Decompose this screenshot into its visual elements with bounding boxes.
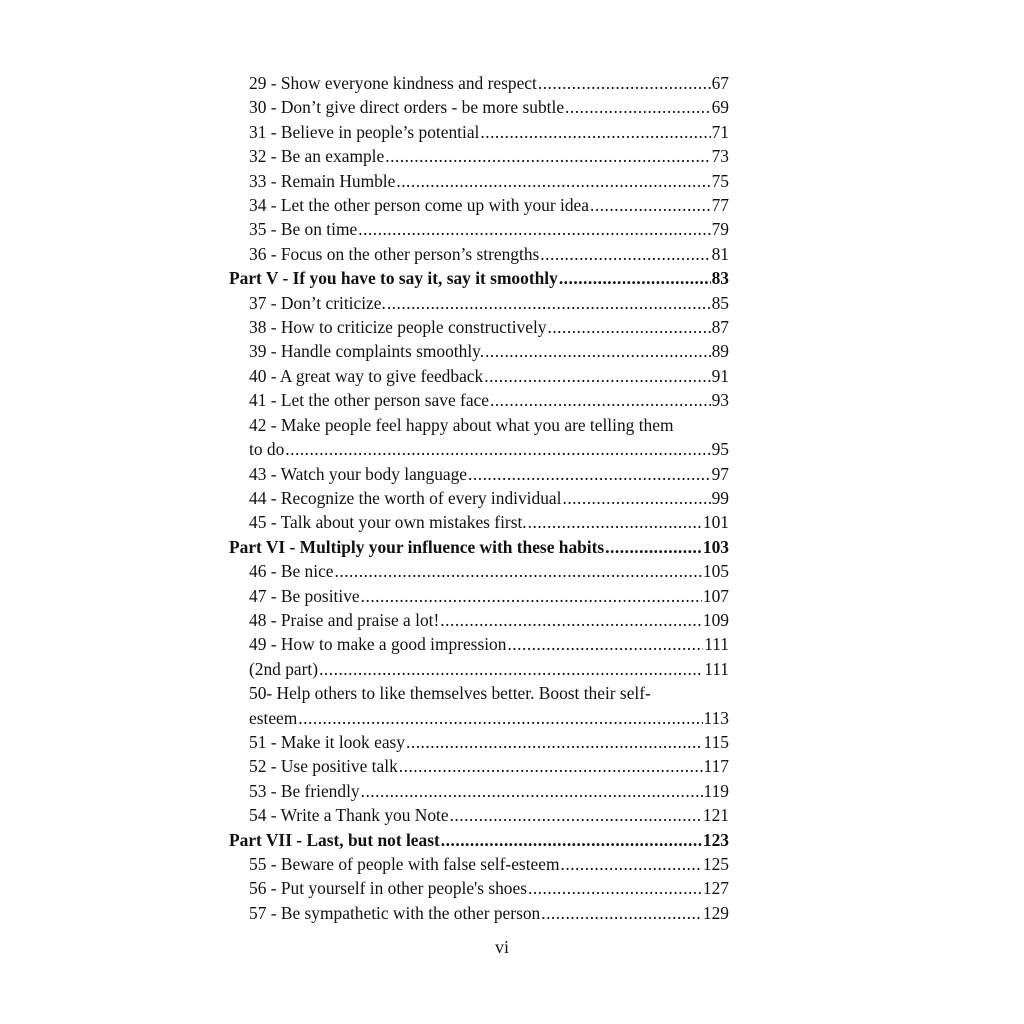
toc-page-number: 93 xyxy=(711,390,729,411)
toc-entry-title: 36 - Focus on the other person’s strengths xyxy=(249,243,540,264)
toc-entry-title: (2nd part) xyxy=(249,658,319,679)
toc-dot-leader xyxy=(450,803,702,827)
toc-entry-title: 29 - Show everyone kindness and respect xyxy=(249,73,537,93)
toc-entry xyxy=(229,852,729,876)
toc-dot-leader xyxy=(538,71,711,95)
toc-page-number: 103 xyxy=(702,536,729,557)
toc-page-number: 117 xyxy=(703,756,729,777)
page-number: vi xyxy=(494,937,509,957)
toc-part-heading xyxy=(229,828,729,852)
toc-part-heading xyxy=(229,535,729,559)
toc-entry-title: esteem xyxy=(249,707,298,728)
toc-page-number: 97 xyxy=(711,463,729,484)
toc-entry xyxy=(229,657,729,681)
toc-dot-leader xyxy=(319,657,703,681)
toc-dot-leader xyxy=(528,510,702,534)
toc-entry xyxy=(229,876,729,900)
toc-page-number: 109 xyxy=(702,609,729,630)
toc-entry xyxy=(229,217,729,241)
toc-entry-title: 49 - How to make a good impression xyxy=(249,634,507,655)
toc-entry-title: to do xyxy=(249,439,285,460)
toc-dot-leader xyxy=(468,462,711,486)
toc-entry-title: 53 - Be friendly xyxy=(249,780,360,801)
toc-entry-title: 42 - Make people feel happy about what you are telling them xyxy=(249,414,674,435)
toc-page-number: 75 xyxy=(711,170,729,191)
toc-page-number: 79 xyxy=(711,219,729,240)
toc-entry-title: 35 - Be on time xyxy=(249,219,358,240)
toc-page-number: 71 xyxy=(711,121,729,142)
toc-entry-title: 45 - Talk about your own mistakes first. xyxy=(249,512,527,533)
toc-dot-leader xyxy=(484,364,710,388)
toc-entry xyxy=(229,779,729,803)
toc-entry xyxy=(229,120,729,144)
toc-page-number: 121 xyxy=(702,805,729,826)
toc-dot-leader xyxy=(358,217,710,241)
toc-entry xyxy=(229,364,729,388)
toc-page-number: 129 xyxy=(702,902,729,923)
toc-entry xyxy=(229,71,729,95)
toc-entry-title: Part VII - Last, but not least xyxy=(229,829,440,850)
toc-entry-title: 51 - Make it look easy xyxy=(249,731,405,752)
toc-page-number: 89 xyxy=(711,341,729,362)
toc-page-number: 99 xyxy=(711,487,729,508)
toc-page-number: 85 xyxy=(711,292,729,313)
toc-page-number: 111 xyxy=(704,658,729,679)
toc-entry xyxy=(229,559,729,583)
toc-dot-leader xyxy=(298,706,702,730)
toc-page-number: 73 xyxy=(711,146,729,167)
toc-entry-title: 30 - Don’t give direct orders - be more subtle xyxy=(249,97,565,118)
toc-page-number: 101 xyxy=(702,512,729,533)
toc-dot-leader xyxy=(590,193,711,217)
toc-page-number: 123 xyxy=(702,829,729,850)
toc-entry-title: 43 - Watch your body language xyxy=(249,463,468,484)
toc-entry xyxy=(229,584,729,608)
toc-entry xyxy=(229,730,729,754)
table-of-contents xyxy=(229,71,729,925)
toc-page-number: 111 xyxy=(704,634,729,655)
toc-page-number: 119 xyxy=(703,780,729,801)
toc-entry xyxy=(229,291,729,315)
toc-entry xyxy=(229,169,729,193)
toc-dot-leader xyxy=(396,169,710,193)
toc-dot-leader xyxy=(540,242,710,266)
toc-entry-title: 56 - Put yourself in other people's shoes xyxy=(249,878,527,899)
toc-page-number: 77 xyxy=(711,195,729,216)
toc-dot-leader xyxy=(440,608,702,632)
toc-entry-title: 39 - Handle complaints smoothly. xyxy=(249,341,485,362)
toc-dot-leader xyxy=(541,901,702,925)
toc-page-number: 69 xyxy=(711,97,729,118)
toc-entry-title: 46 - Be nice xyxy=(249,561,334,582)
toc-page-number: 113 xyxy=(703,707,729,728)
toc-dot-leader xyxy=(335,559,702,583)
toc-entry xyxy=(229,193,729,217)
toc-dot-leader xyxy=(399,754,703,778)
toc-dot-leader xyxy=(507,632,703,656)
toc-dot-leader xyxy=(406,730,703,754)
toc-entry xyxy=(229,901,729,925)
toc-entry-title: 32 - Be an example xyxy=(249,146,385,167)
toc-dot-leader xyxy=(480,120,710,144)
toc-dot-leader xyxy=(547,315,710,339)
toc-dot-leader xyxy=(561,852,702,876)
toc-entry-title: 37 - Don’t criticize. xyxy=(249,292,386,313)
toc-entry xyxy=(229,803,729,827)
toc-entry xyxy=(229,413,729,437)
toc-entry xyxy=(229,681,729,705)
toc-entry xyxy=(229,608,729,632)
toc-entry-title: 33 - Remain Humble xyxy=(249,170,396,191)
toc-dot-leader xyxy=(285,437,710,461)
toc-dot-leader xyxy=(490,388,711,412)
toc-entry xyxy=(229,486,729,510)
toc-page-number: 105 xyxy=(702,561,729,582)
toc-entry-title: 41 - Let the other person save face xyxy=(249,390,489,411)
toc-dot-leader xyxy=(565,95,711,119)
toc-entry xyxy=(229,388,729,412)
toc-entry-title: 57 - Be sympathetic with the other person xyxy=(249,902,541,923)
toc-dot-leader xyxy=(528,876,702,900)
toc-entry-title: 38 - How to criticize people constructively xyxy=(249,317,547,338)
toc-page-number: 125 xyxy=(702,854,729,874)
toc-page-number: 67 xyxy=(711,73,729,93)
toc-page-number: 91 xyxy=(711,365,729,386)
toc-entry xyxy=(229,462,729,486)
toc-entry xyxy=(229,706,729,730)
toc-dot-leader xyxy=(361,584,702,608)
toc-entry-title: Part V - If you have to say it, say it smoothly xyxy=(229,268,558,289)
toc-dot-leader xyxy=(485,339,711,363)
toc-page-number: 83 xyxy=(711,268,729,289)
toc-entry-title: 52 - Use positive talk xyxy=(249,756,398,777)
toc-entry xyxy=(229,754,729,778)
toc-dot-leader xyxy=(361,779,703,803)
toc-entry-title: 44 - Recognize the worth of every individual xyxy=(249,487,562,508)
toc-entry-title: 50- Help others to like themselves better. Boost their self- xyxy=(249,683,651,704)
toc-dot-leader xyxy=(559,266,711,290)
toc-entry-title: 48 - Praise and praise a lot! xyxy=(249,609,440,630)
toc-dot-leader xyxy=(441,828,702,852)
toc-page-number: 107 xyxy=(702,585,729,606)
toc-dot-leader xyxy=(605,535,702,559)
toc-entry-title: 31 - Believe in people’s potential xyxy=(249,121,480,142)
toc-entry xyxy=(229,437,729,461)
toc-page-number: 127 xyxy=(702,878,729,899)
toc-entry-title: 40 - A great way to give feedback xyxy=(249,365,484,386)
toc-page-number: 115 xyxy=(703,731,729,752)
toc-page-number: 81 xyxy=(711,243,729,264)
toc-entry xyxy=(229,144,729,168)
toc-entry-title: 47 - Be positive xyxy=(249,585,360,606)
toc-entry xyxy=(229,632,729,656)
toc-dot-leader xyxy=(562,486,710,510)
toc-entry xyxy=(229,242,729,266)
toc-entry xyxy=(229,315,729,339)
toc-entry-title: 54 - Write a Thank you Note xyxy=(249,805,449,826)
toc-part-heading xyxy=(229,266,729,290)
toc-page-number: 95 xyxy=(711,439,729,460)
toc-entry xyxy=(229,339,729,363)
toc-dot-leader xyxy=(385,144,710,168)
toc-entry-title: 34 - Let the other person come up with your idea xyxy=(249,195,589,216)
toc-entry-title: Part VI - Multiply your influence with these habits xyxy=(229,536,605,557)
toc-entry xyxy=(229,510,729,534)
toc-dot-leader xyxy=(387,291,711,315)
toc-entry xyxy=(229,95,729,119)
toc-entry-title: 55 - Beware of people with false self-esteem xyxy=(249,854,560,874)
toc-page-number: 87 xyxy=(711,317,729,338)
